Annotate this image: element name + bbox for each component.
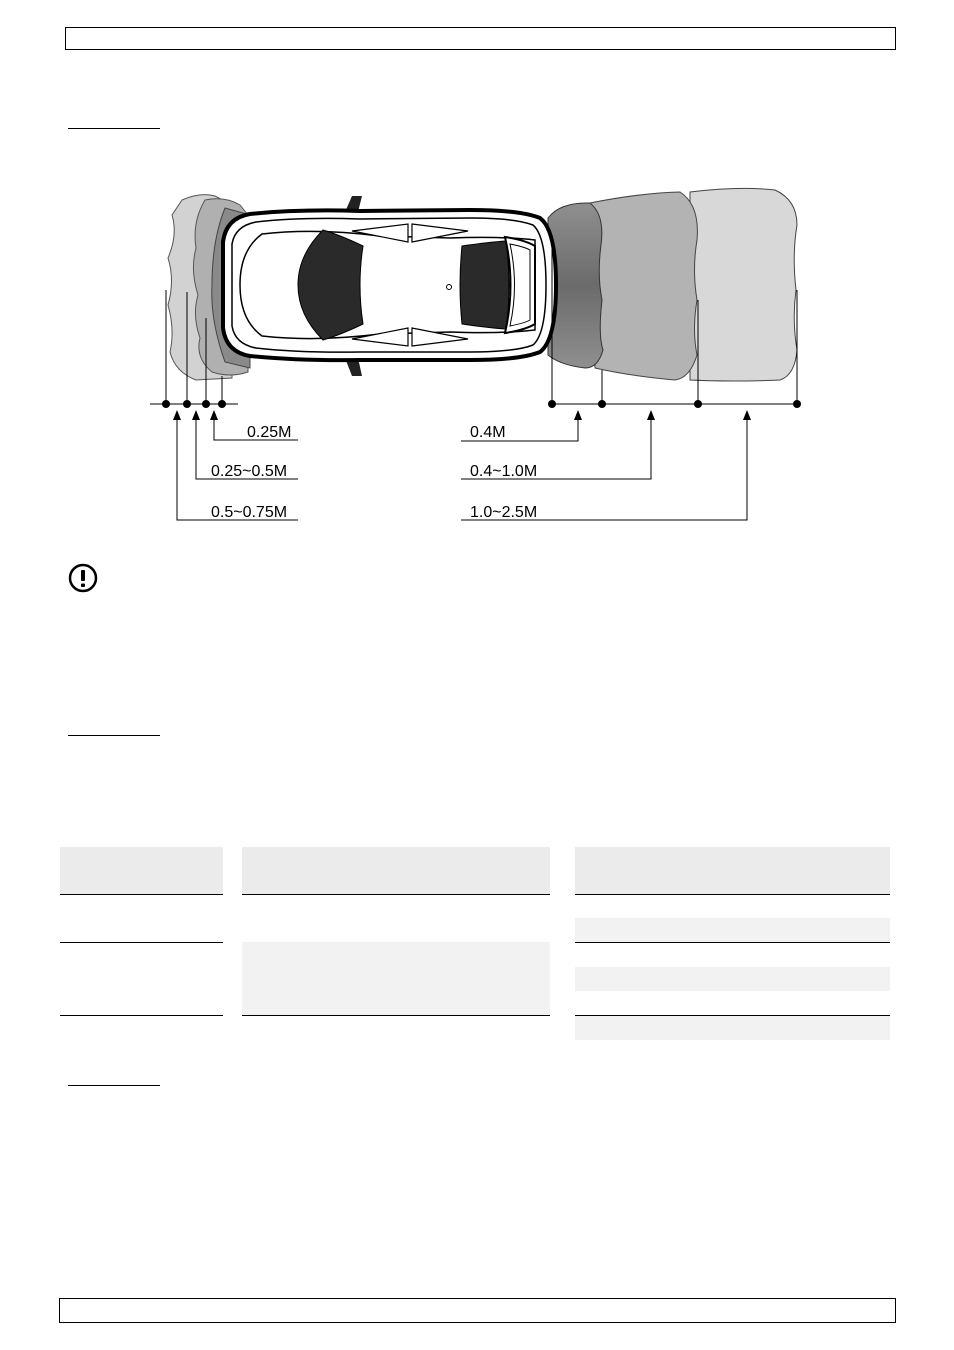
front-label-mid: 0.4~1.0M (470, 463, 538, 480)
rear-label-near: 0.25M (247, 424, 292, 441)
front-label-far: 1.0~2.5M (470, 504, 538, 521)
car-top-view (223, 196, 556, 376)
table-cell (242, 942, 550, 1016)
rear-window (460, 241, 509, 329)
table-cell (575, 918, 890, 943)
parking-sensor-diagram (0, 0, 954, 560)
table-cell (60, 894, 223, 943)
table-header-cell (242, 847, 550, 895)
exclamation-circle-icon (68, 563, 98, 593)
rear-label-far: 0.5~0.75M (211, 504, 288, 521)
rear-label-mid: 0.25~0.5M (211, 463, 288, 480)
table-header-cell (60, 847, 223, 895)
front-zone-mid (590, 192, 697, 380)
section-heading-rule (68, 1085, 160, 1086)
table-cell (575, 991, 890, 1016)
table-cell (242, 894, 550, 943)
page-footer-box (59, 1298, 896, 1323)
table-cell (575, 967, 890, 991)
table-cell (60, 942, 223, 1016)
front-zone-far (690, 188, 797, 381)
front-label-near: 0.4M (470, 424, 506, 441)
table-cell (575, 1016, 890, 1040)
table-header-cell (575, 847, 890, 895)
section-heading-rule (68, 735, 160, 736)
